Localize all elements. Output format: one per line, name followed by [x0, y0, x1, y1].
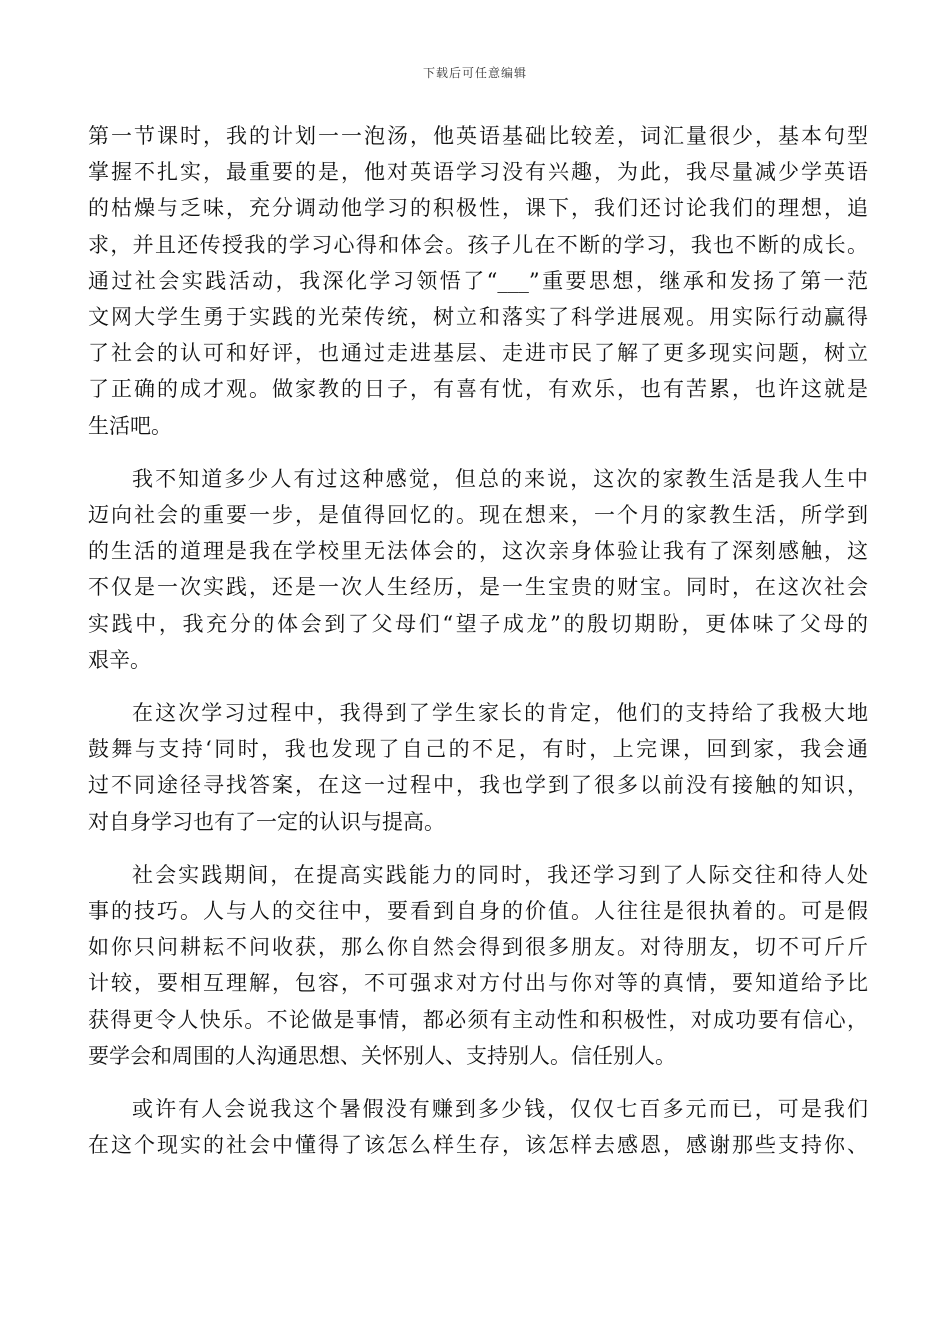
text-line: 第一节课时，我的计划一一泡汤，他英语基础比较差，词汇量很少，基本句型: [88, 124, 868, 148]
text-line: 实践中，我充分的体会到了父母们“望子成龙”的殷切期盼，更体味了父母的: [88, 611, 868, 636]
paragraph-2: [88, 461, 868, 678]
text-line: 事的技巧。人与人的交往中，要看到自身的价值。人往往是很执着的。可是假: [88, 899, 868, 924]
text-line: 艰辛。: [88, 647, 151, 672]
text-line: 如你只问耕耘不问收获，那么你自然会得到很多朋友。对待朋友，切不可斤斤: [88, 935, 868, 960]
text-line: 获得更令人快乐。不论做是事情，都必须有主动性和积极性，对成功要有信心，: [88, 1007, 868, 1032]
text-line: 对自身学习也有了一定的认识与提高。: [88, 809, 445, 834]
page-header: 下载后可任意编辑: [422, 66, 527, 80]
text-line: 在这个现实的社会中懂得了该怎么样生存，该怎样去感恩，感谢那些支持你、: [88, 1133, 868, 1158]
paragraph-3: [88, 695, 868, 840]
text-line: 要学会和周围的人沟通思想、关怀别人、支持别人。信任别人。: [88, 1043, 676, 1068]
paragraph-5: [88, 1091, 868, 1163]
text-line: 社会实践期间，在提高实践能力的同时，我还学习到了人际交往和待人处: [132, 862, 868, 887]
text-line: 通过社会实践活动，我深化学习领悟了“___”重要思想，继承和发扬了第一范: [88, 268, 868, 293]
text-line: 文网大学生勇于实践的光荣传统，树立和落实了科学进展观。用实际行动赢得: [88, 305, 868, 330]
paragraph-4: [88, 857, 868, 1074]
text-line: 了社会的认可和好评，也通过走进基层、走进市民了解了更多现实问题，树立: [88, 341, 868, 366]
paragraph-1: [88, 118, 868, 444]
document-body: [88, 118, 868, 1180]
text-line: 的生活的道理是我在学校里无法体会的，这次亲身体验让我有了深刻感触，这: [88, 539, 868, 564]
text-line: 计较，要相互理解，包容，不可强求对方付出与你对等的真情，要知道给予比: [88, 971, 868, 996]
text-line: 掌握不扎实，最重要的是，他对英语学习没有兴趣，为此，我尽量减少学英语: [88, 160, 868, 185]
text-line: 生活吧。: [88, 413, 172, 438]
text-line: 鼓舞与支持‘同时，我也发现了自己的不足，有时，上完课，回到家，我会通: [88, 737, 868, 762]
text-line: 的枯燥与乏味，充分调动他学习的积极性，课下，我们还讨论我们的理想，追: [88, 196, 868, 221]
text-line: 不仅是一次实践，还是一次人生经历，是一生宝贵的财宝。同时，在这次社会: [88, 575, 868, 600]
text-line: 过不同途径寻找答案，在这一过程中，我也学到了很多以前没有接触的知识，: [88, 773, 868, 798]
text-line: 我不知道多少人有过这种感觉，但总的来说，这次的家教生活是我人生中: [132, 466, 868, 491]
text-line: 或许有人会说我这个暑假没有赚到多少钱，仅仅七百多元而已，可是我们: [132, 1097, 868, 1122]
text-line: 迈向社会的重要一步，是值得回忆的。现在想来，一个月的家教生活，所学到: [88, 503, 868, 528]
text-line: 求，并且还传授我的学习心得和体会。孩子儿在不断的学习，我也不断的成长。: [88, 232, 868, 257]
text-line: 了正确的成才观。做家教的日子，有喜有忧，有欢乐，也有苦累，也许这就是: [88, 377, 868, 402]
text-line: 在这次学习过程中，我得到了学生家长的肯定，他们的支持给了我极大地: [132, 701, 868, 726]
